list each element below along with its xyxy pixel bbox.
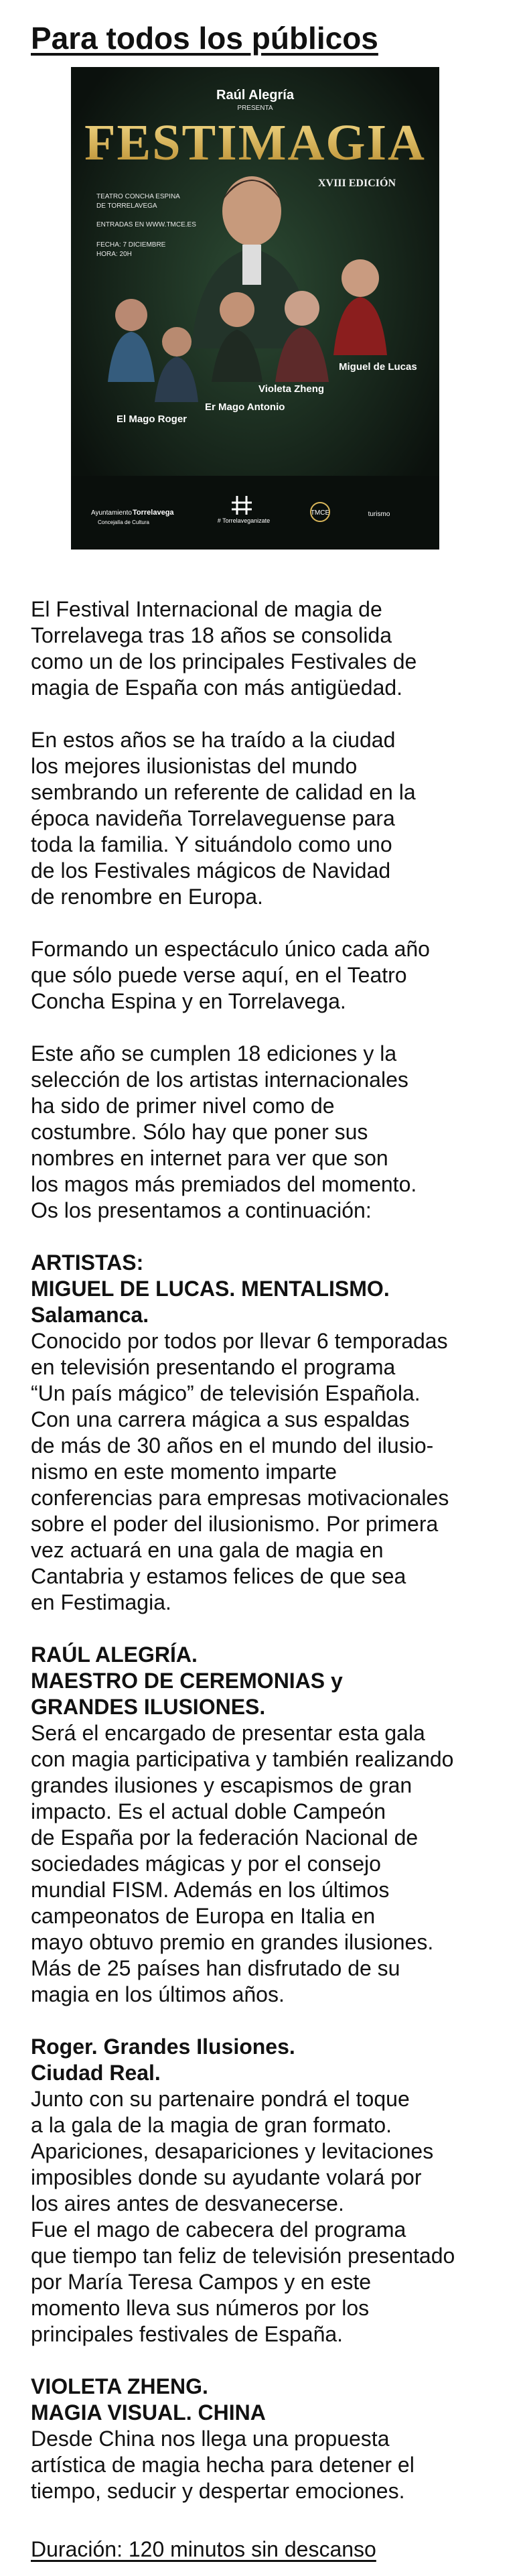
poster-sponsor-badge: TMCE (310, 509, 330, 517)
artist-heading: VIOLETA ZHENG. (31, 2374, 208, 2398)
poster-tickets: ENTRADAS EN WWW.TMCE.ES (96, 221, 196, 229)
poster-presenter-tag: PRESENTA (237, 105, 273, 112)
artist-raul-section: RAÚL ALEGRÍA. MAESTRO DE CEREMONIAS y GRANDES ILUSIONES. Será el encargado de presentar esta gala con magia participativa y también realizando grandes ilusiones y escapismos de gran impacto. Es el actual doble Campeón de España por la federación Nacional de sociedades mágicas y por el consejo mundial FISM. Además en los últimos campeonatos de Europa en Italia en mayo obtuvo premio en grandes ilusiones. Más de 25 países han disfrutado de su magia en los últimos años. (31, 1642, 500, 2008)
poster-sponsor-torrelavega: Torrelavega (133, 509, 174, 517)
poster-title: FESTIMAGIA (84, 115, 426, 171)
intro-paragraph-3: Formando un espectáculo único cada año que sólo puede verse aquí, en el Teatro Concha Espina y en Torrelavega. (31, 937, 430, 1013)
artist-miguel-section: ARTISTAS: MIGUEL DE LUCAS. MENTALISMO. Salamanca. Conocido por todos por llevar 6 temporadas en televisión presentando el programa “Un país mágico” de televisión Española. Con una carrera mágica a sus espaldas de más de 30 años en el mundo del ilusio- nismo en este momento imparte conferencias para empresas motivacionales sobre el poder del ilusionismo. Por primera vez actuará en una gala de magia en Cantabria y estamos felices de que sea en Festimagia. (31, 1250, 500, 1616)
poster-sponsor-hashtag: # Torrelaveganizate (217, 517, 271, 524)
artist-heading: MIGUEL DE LUCAS. MENTALISMO. (31, 1277, 390, 1301)
artist-violeta-section: VIOLETA ZHENG. MAGIA VISUAL. CHINA Desde China nos llega una propuesta artística de magia hecha para detener el tiempo, seducir y despertar emociones. (31, 2374, 500, 2504)
poster-date-line1: FECHA: 7 DICIEMBRE (96, 241, 166, 249)
poster-name-miguel: Miguel de Lucas (339, 361, 417, 373)
page-title: Para todos los públicos (31, 21, 378, 56)
poster-presenter-name: Raúl Alegría (216, 88, 294, 103)
duration-note: Duración: 120 minutos sin descanso (31, 2537, 376, 2561)
artists-heading: ARTISTAS: (31, 1250, 144, 1275)
intro-paragraph-4: Este año se cumplen 18 ediciones y la selección de los artistas internacionales ha sido de primer nivel como de costumbre. Sólo hay que poner sus nombres en internet para ver que son los magos más premiados del momento. Os los presentamos a continuación: (31, 1041, 417, 1222)
poster-sponsor-ayto: Ayuntamiento (91, 509, 132, 517)
poster-venue-line2: DE TORRELAVEGA (96, 202, 157, 210)
poster-venue-line1: TEATRO CONCHA ESPINA (96, 193, 180, 200)
artist-heading: RAÚL ALEGRÍA. (31, 1643, 198, 1667)
artist-roger-section: Roger. Grandes Ilusiones. Ciudad Real. Junto con su partenaire pondrá el toque a la gala de la magia de gran formato. Apariciones, desapariciones y levitaciones imposibles donde su ayudante volará por los aires antes de desvanecerse. Fue el mago de cabecera del programa que tiempo tan feliz de televisión presentado por María Teresa Campos y en este momento lleva sus números por los principales festivales de España. (31, 2034, 500, 2347)
intro-paragraph-2: En estos años se ha traído a la ciudad los mejores ilusionistas del mundo sembrando un referente de calidad en la época navideña Torrelaveguense para toda la familia. Y situándolo como uno de los Festivales mágicos de Navidad de renombre en Europa. (31, 728, 416, 909)
poster-sponsor-turismo: turismo (368, 511, 390, 518)
article-body (31, 596, 500, 2530)
poster-name-roger: El Mago Roger (117, 413, 187, 425)
poster-date-line2: HORA: 20H (96, 251, 132, 258)
poster-name-violeta: Violeta Zheng (258, 383, 325, 395)
artist-heading: Roger. Grandes Ilusiones. (31, 2035, 295, 2059)
poster-sponsor-cultura: Concejalía de Cultura (98, 519, 149, 525)
poster-name-antonio: Er Mago Antonio (205, 401, 285, 413)
intro-paragraph-1: El Festival Internacional de magia de Torrelavega tras 18 años se consolida como un de los principales Festivales de magia de España con más antigüedad. (31, 597, 417, 700)
poster-artwork (71, 67, 439, 550)
poster-edition: XVIII EDICIÓN (317, 178, 396, 189)
festimagia-poster (71, 67, 439, 550)
